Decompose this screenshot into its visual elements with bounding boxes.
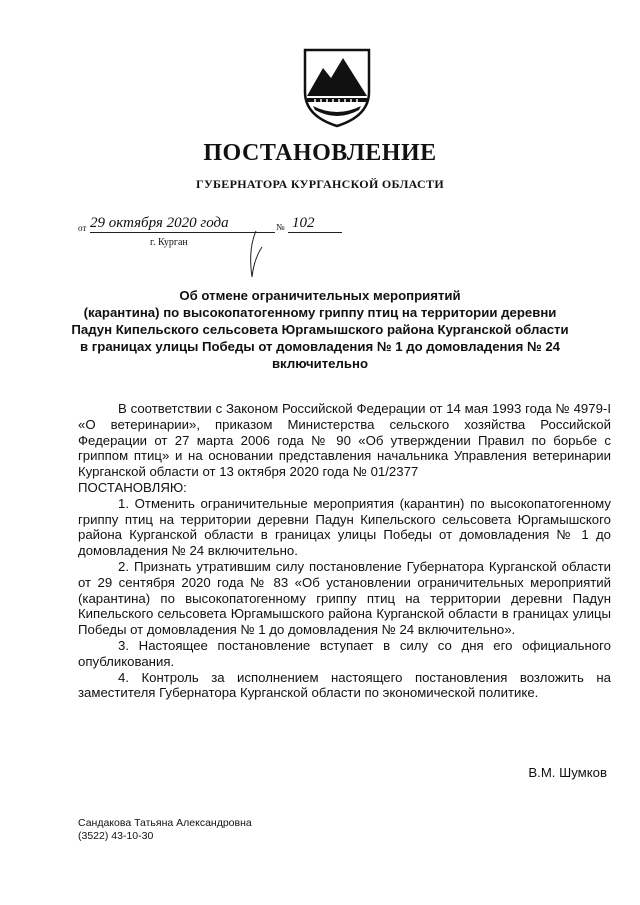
number-prefix: № <box>276 222 285 232</box>
decree-word: ПОСТАНОВЛЯЮ: <box>78 479 187 495</box>
document-date: 29 октября 2020 года <box>90 215 275 233</box>
item-1-paragraph: 1. Отменить ограничительные мероприятия (карантин) по высокопатогенному гриппу птиц на территории деревни Падун Кипельского сельсовета Юргамышского района Курганской области в границах улицы Победы от домовладения № 1 до домовладения № 24 включительно. <box>78 495 611 559</box>
document-body <box>78 401 611 701</box>
heading-line: в границах улицы Победы от домовладения № 1 до домовладения № 24 <box>80 339 560 354</box>
executor-name: Сандакова Татьяна Александровна <box>78 817 252 829</box>
item-3-paragraph: 3. Настоящее постановление вступает в силу со дня его официального опубликования. <box>78 637 611 669</box>
heading-line: включительно <box>271 356 369 371</box>
heading-line: Об отмене ограничительных мероприятий <box>179 288 461 303</box>
document-subtitle: ГУБЕРНАТОРА КУРГАНСКОЙ ОБЛАСТИ <box>196 177 444 191</box>
document-number: 102 <box>288 215 342 233</box>
document-city: г. Курган <box>150 237 188 248</box>
heading-line: Падун Кипельского сельсовета Юргамышского района Курганской области <box>71 322 569 337</box>
document-heading <box>70 287 570 372</box>
signer-name: В.М. Шумков <box>528 765 607 780</box>
preamble-paragraph: В соответствии с Законом Российской Федерации от 14 мая 1993 года № 4979-I «О ветеринарии», приказом Министерства сельского хозяйства Российской Федерации от 27 марта 2006 года № 90 «Об утверждении Правил по борьбе с гриппом птиц» и на основании представления начальника Управления ветеринарии Курганской области от 13 октября 2020 года № 01/2377 <box>78 401 611 480</box>
signature-stroke <box>218 229 278 279</box>
executor-phone: (3522) 43-10-30 <box>78 830 154 842</box>
item-4-paragraph: 4. Контроль за исполнением настоящего постановления возложить на заместителя Губернатора Курганской области по экономической политике. <box>78 669 611 701</box>
coat-of-arms-emblem <box>301 46 373 128</box>
document-meta <box>78 215 348 275</box>
heading-line: (карантина) по высокопатогенному гриппу птиц на территории деревни <box>83 305 557 320</box>
document-title: ПОСТАНОВЛЕНИЕ <box>203 140 437 166</box>
date-prefix: от <box>78 223 87 233</box>
item-2-paragraph: 2. Признать утратившим силу постановление Губернатора Курганской области от 29 сентября 2020 года № 83 «Об установлении ограничительных мероприятий (карантина) по высокопатогенному гриппу птиц на территории деревни Падун Кипельского сельсовета Юргамышского района Курганской области в границах улицы Победы от домовладения № 1 до домовладения № 24 включительно». <box>78 558 611 638</box>
executor-block <box>78 817 252 843</box>
